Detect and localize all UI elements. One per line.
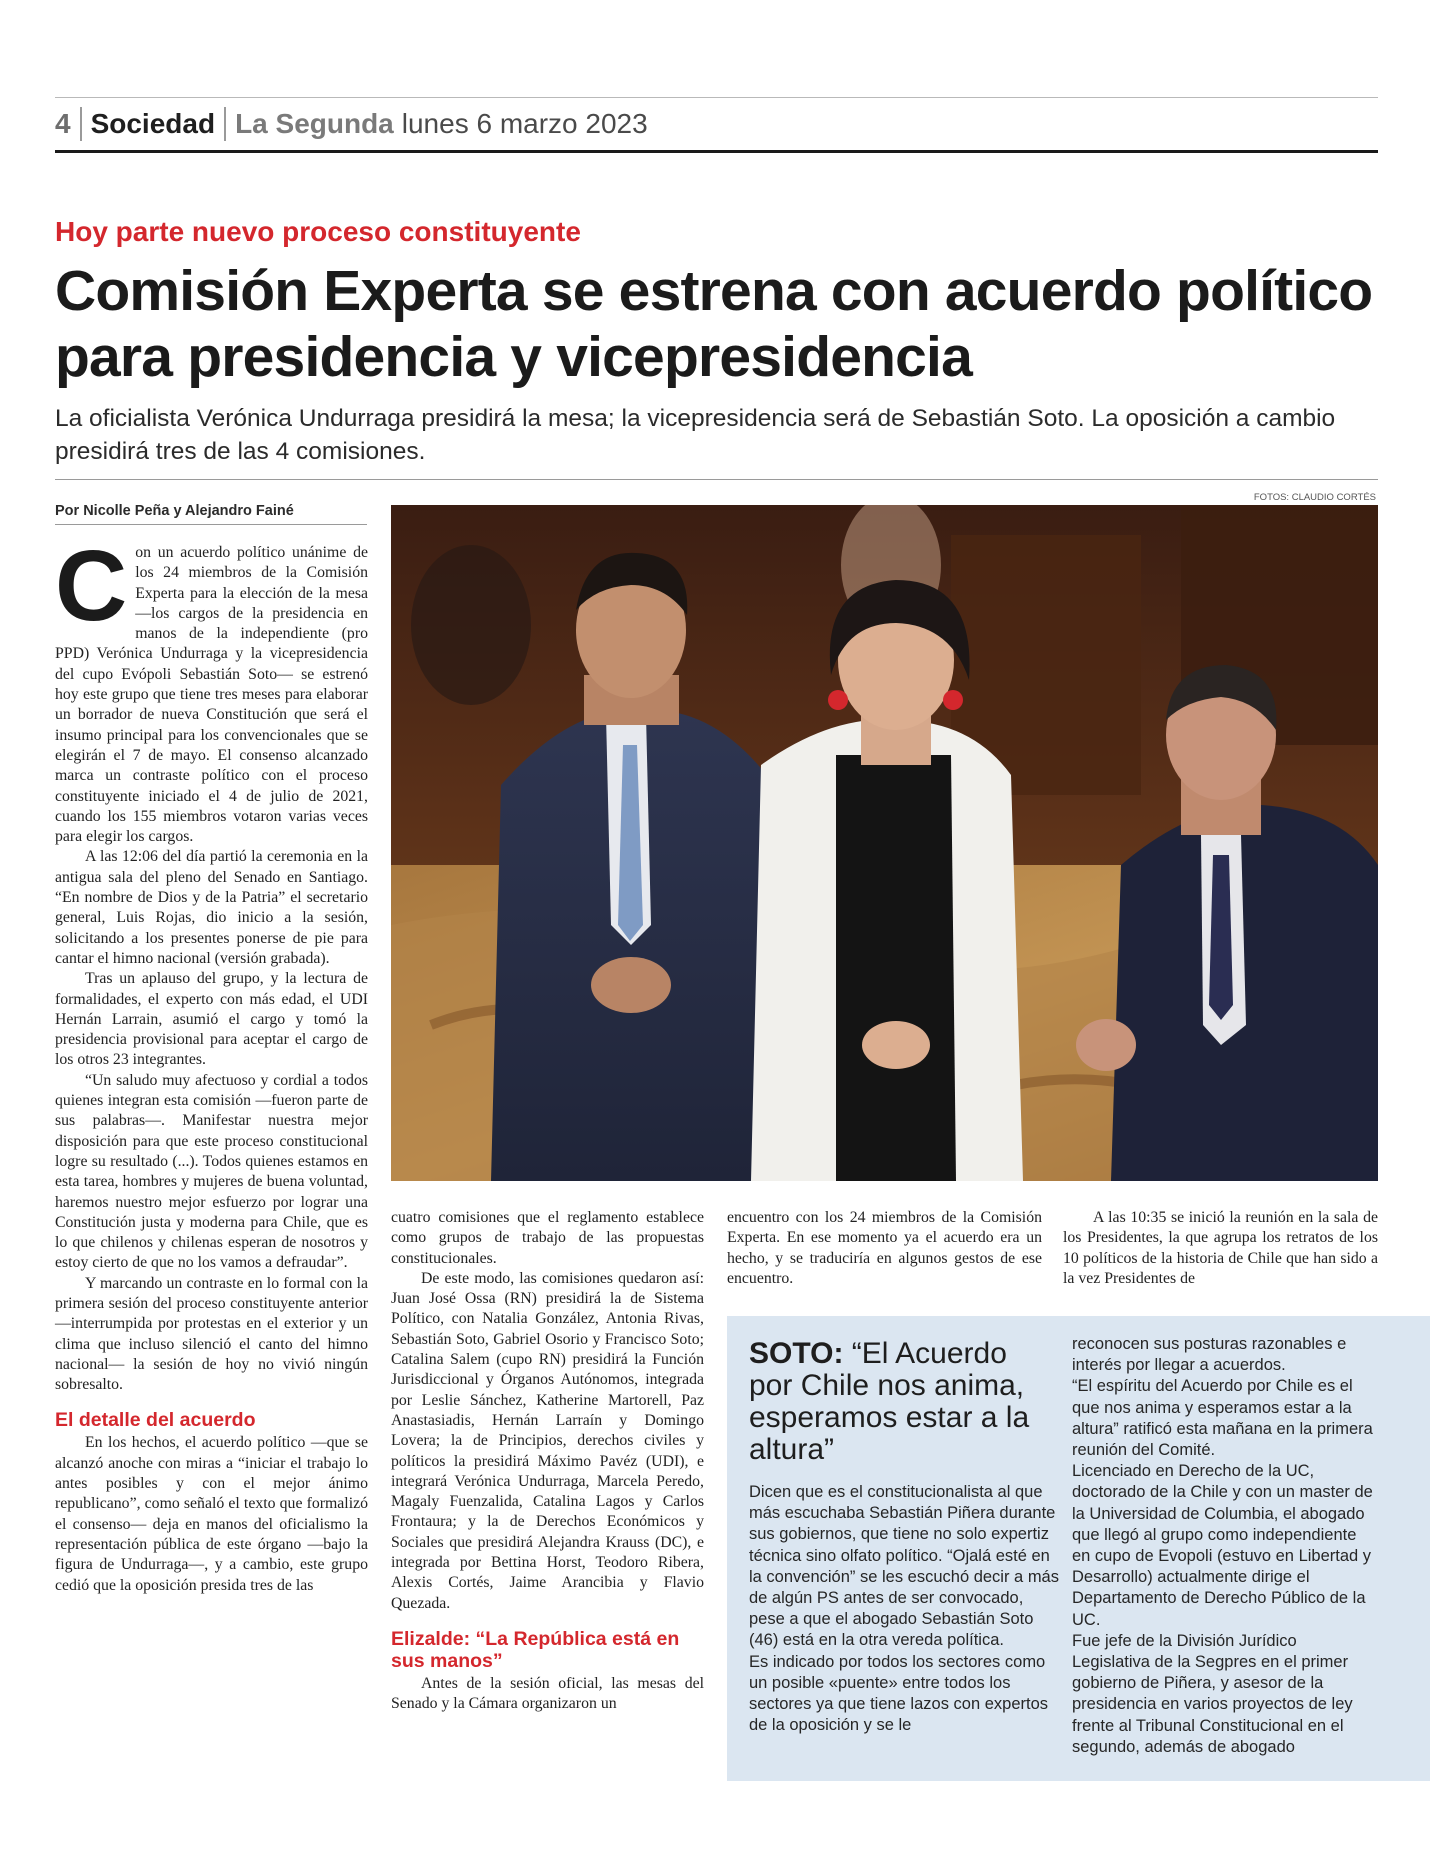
sidebar-title-name: SOTO: bbox=[749, 1337, 844, 1370]
subhead-rule bbox=[55, 479, 1378, 480]
paragraph: Tras un aplauso del grupo, y la lectura de formalidades, el experto con más edad, el UDI Hernán Larrain, asumió el cargo y tomó la presidencia provisional para aceptar el cargo de los otros 23 integrantes. bbox=[55, 970, 368, 1069]
section-subtitle: Elizalde: “La República está en sus manos” bbox=[391, 1627, 680, 1672]
section-subtitle: El detalle del acuerdo bbox=[55, 1409, 256, 1432]
page-number: 4 bbox=[55, 107, 82, 141]
sidebar-right-column bbox=[1072, 1334, 1378, 1758]
paragraph: A las 12:06 del día partió la ceremonia en la antigua sala del pleno del Senado en Santiago. “En nombre de Dios y de la Patria” el secretario general, Luis Rojas, dio inicio a la sesión, solicitando a los presentes ponerse de pie para cantar el himno nacional (versión grabada). bbox=[55, 848, 368, 967]
paragraph: reconocen sus posturas razonables e interés por llegar a acuerdos. bbox=[1072, 1335, 1347, 1375]
article-column-2 bbox=[391, 1208, 704, 1715]
page-header bbox=[55, 99, 648, 149]
paragraph: En los hechos, el acuerdo político —que se alcanzó anoche con miras a “iniciar el trabajo lo antes posibles y con el mejor ánimo republicano”, como señaló el texto que formalizó el consenso— deja en manos del oficialismo la representación pública de este órgano —bajo la figura de Undurraga—, y a cambio, este grupo cedió que la oposición presida tres de las bbox=[55, 1434, 368, 1594]
paragraph: Fue jefe de la División Jurídico Legislativa de la Segpres en el primer gobierno de Piñera, y asesor de la presidencia en varios proyectos de ley frente al Tribunal Constitucional en el segundo, además de abogado bbox=[1072, 1631, 1353, 1756]
newspaper-name: La Segunda bbox=[235, 108, 394, 139]
paragraph: “El espíritu del Acuerdo por Chile es el que nos anima y esperamos estar a la altura” ratificó esta mañana en la primera reunión del Comité. bbox=[1072, 1377, 1373, 1460]
photo-credit: FOTOS: CLAUDIO CORTÉS bbox=[1253, 492, 1376, 503]
paragraph: Licenciado en Derecho de la UC, doctorado de la Chile y con un master de la Universidad de Columbia, el abogado que llegó al grupo como independiente en cupo de Evopoli (estuvo en Libertad y Desarrollo) actualmente dirige el Departamento de Derecho Público de la UC. bbox=[1072, 1462, 1373, 1629]
paragraph: A las 10:35 se inició la reunión en la sala de los Presidentes, la que agrupa los retratos de los 10 políticos de la historia de Chile que han sido a la vez Presidentes de bbox=[1063, 1209, 1378, 1287]
paragraph: Es indicado por todos los sectores como un posible «puente» entre todos los sectores ya que tiene lazos con expertos de la oposición y se le bbox=[749, 1652, 1049, 1735]
byline: Por Nicolle Peña y Alejandro Fainé bbox=[55, 503, 367, 525]
article-subhead: La oficialista Verónica Undurraga presidirá la mesa; la vicepresidencia será de Sebastián Soto. La oposición a cambio presidirá tres de las 4 comisiones. bbox=[55, 405, 1336, 465]
paragraph: Dicen que es el constitucionalista al que más escuchaba Sebastián Piñera durante sus gobiernos, que tiene no solo expertiz técnica sino olfato político. “Ojalá esté en la convención” se les escuchó decir a más de algún PS antes de ser convocado, pese a que el abogado Sebastián Soto (46) está en la otra vereda política. bbox=[749, 1483, 1059, 1650]
article-column-4 bbox=[1063, 1208, 1378, 1289]
section-name: Sociedad bbox=[91, 107, 226, 141]
issue-date: lunes 6 marzo 2023 bbox=[401, 108, 648, 139]
sidebar-left-column bbox=[749, 1482, 1059, 1736]
paragraph: “Un saludo muy afectuoso y cordial a todos quienes integran esta comisión —fueron parte de sus palabras—. Manifestar nuestra mejor disposición para que este proceso constitucional logre su resultado (...). Todos quienes estamos en esta tarea, hombres y mujeres de buena voluntad, haremos nuestro mejor esfuerzo por lograr una Constitución justa y moderna para Chile, que es lo que chilenos y chilenas esperan de nosotros y estoy cierto de que no los vamos a defraudar”. bbox=[55, 1071, 368, 1272]
article-headline: Comisión Experta se estrena con acuerdo político para presidencia y vicepresidencia bbox=[55, 259, 1373, 389]
header-top-rule bbox=[55, 97, 1378, 98]
article-photo bbox=[391, 505, 1378, 1181]
paragraph: cuatro comisiones que el reglamento establece como grupos de trabajo de las propuestas constitucionales. bbox=[391, 1209, 704, 1267]
paragraph: Y marcando un contraste en lo formal con la primera sesión del proceso constituyente anterior —interrumpida por protestas en el exterior y un clima que incluso silenció el canto del himno nacional— la sesión de hoy no vivió ningún sobresalto. bbox=[55, 1274, 368, 1394]
article-column-1 bbox=[55, 530, 368, 1596]
paragraph: Antes de la sesión oficial, las mesas del Senado y la Cámara organizaron un bbox=[391, 1674, 704, 1713]
sidebar-title-quote: “El Acuerdo por Chile nos anima, esperamos estar a la altura” bbox=[749, 1337, 1030, 1466]
article-column-3 bbox=[727, 1208, 1042, 1289]
article-kicker: Hoy parte nuevo proceso constituyente bbox=[55, 216, 581, 247]
paragraph: encuentro con los 24 miembros de la Comisión Experta. En ese momento ya el acuerdo era un hecho, y se traduciría en algunos gestos de ese encuentro. bbox=[727, 1209, 1042, 1287]
sidebar-title bbox=[749, 1338, 1039, 1466]
header-bottom-rule bbox=[55, 150, 1378, 153]
paragraph: on un acuerdo político unánime de los 24 miembros de la Comisión Experta para la elección de la mesa —los cargos de la presidencia en manos de la independiente (pro PPD) Verónica Undurraga y la vicepresidencia del cupo Evópoli Sebastián Soto— se estrenó hoy este grupo que tiene tres meses para elaborar un borrador de nueva Constitución que será el insumo principal para los convencionales que se elegirán el 7 de mayo. El consenso alcanzado marca un contraste político con el proceso constituyente iniciado el 4 de julio de 2021, cuando los 155 miembros votaron varias veces para elegir los cargos. bbox=[55, 544, 368, 846]
drop-cap: C bbox=[55, 530, 128, 642]
paragraph: De este modo, las comisiones quedaron así: Juan José Ossa (RN) presidirá la de Sistema Político, con Natalia González, Antonia Rivas, Sebastián Soto, Gabriel Osorio y Francisco Soto; Catalina Salem (cupo RN) presidirá la Función Jurisdiccional y Órganos Autónomos, integrada por Leslie Sánchez, Katherine Martorell, Paz Anastasiadis, Hernán Larraín y Domingo Lovera; la de Principios, derechos civiles y políticos la presidirá Máximo Pavéz (UDI), e integrará Verónica Undurraga, Marcela Peredo, Magaly Fuenzalida, Catalina Lagos y Carlos Frontaura; y la de Derechos Económicos y Sociales que presidirá Alejandra Krauss (DC), e integrada por Bettina Horst, Teodoro Ribera, Alexis Cortés, Jaime Arancibia y Flavio Quezada. bbox=[391, 1269, 704, 1612]
